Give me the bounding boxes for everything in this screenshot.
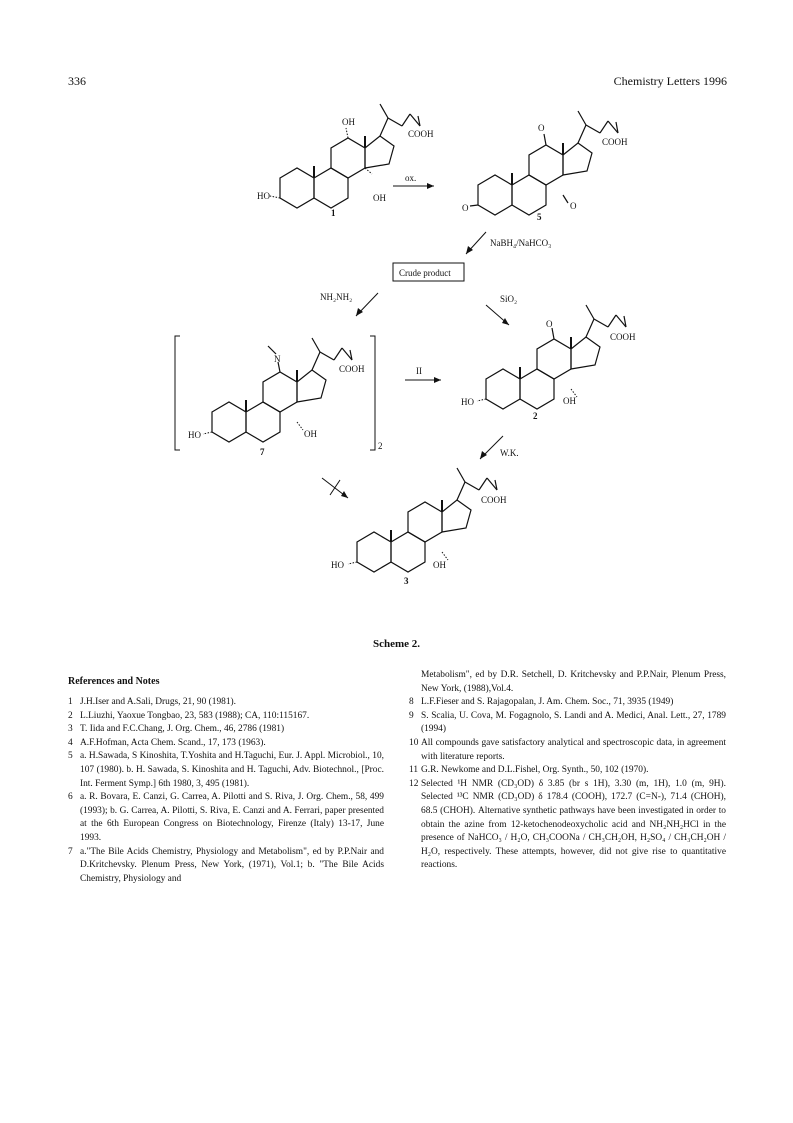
compound-1-structure [257, 104, 434, 218]
compound-7-label: 7 [260, 447, 265, 457]
reference-item [409, 710, 726, 737]
references-right-column [409, 669, 726, 873]
reference-item [68, 737, 384, 751]
reduction-reagent: NaBH₄/NaHCO₃ [490, 238, 552, 248]
c7-cooh-label: COOH [339, 364, 365, 374]
reference-text: a."The Bile Acids Chemistry, Physiology and Metabolism", ed by P.P.Nair and D.Kritchevsky. Plenum Press, New York, (1971), Vol.1; b. "The Bile Acids Chemistry, Physiology and [80, 846, 384, 884]
hydrazine-reagent: NH₂NH₂ [320, 292, 353, 302]
references-left-column [68, 696, 384, 886]
compound-2-structure [461, 305, 636, 421]
reference-text: L.Liuzhi, Yaoxue Tongbao, 23, 583 (1988); CA, 110:115167. [80, 710, 310, 721]
reference-text: All compounds gave satisfactory analytical and spectroscopic data, in agreement with literature reports. [421, 737, 726, 762]
wolff-kishner-arrow [480, 436, 519, 459]
ox-reagent: ox. [405, 173, 417, 183]
reference-number: 10 [409, 737, 419, 748]
reference-item [68, 846, 384, 887]
reference-item [68, 696, 384, 710]
reference-number: 2 [68, 710, 73, 721]
reference-text: G.R. Newkome and D.L.Fishel, Org. Synth., 50, 102 (1970). [421, 765, 649, 776]
reference-number: 4 [68, 737, 73, 748]
c7-ho-label: HO [188, 430, 201, 440]
c3-ho-label: HO [331, 560, 344, 570]
step-ii-arrow [405, 366, 441, 383]
reference-number: 3 [68, 724, 73, 735]
c1-cooh-label: COOH [408, 129, 434, 139]
reduction-arrow [466, 232, 551, 254]
compound-3-label: 3 [404, 576, 409, 586]
reference-item [409, 737, 726, 764]
c7-oh-label: OH [304, 429, 317, 439]
reference-number: 5 [68, 751, 73, 762]
reference-text: T. Iida and F.C.Chang, J. Org. Chem., 46, 2786 (1981) [80, 724, 285, 735]
reference-number: 7 [68, 846, 73, 857]
reference-text: a. H.Sawada, S Kinoshita, T.Yoshita and H.Taguchi, Eur. J. Appl. Microbiol., 10, 107 (1980). b. H. Sawada, S. Kinoshita and H. Taguchi, Adv. Biotechnol., [Proc. Int. Ferment Symp.] 6th 1980, 3, 495 (1981). [80, 751, 384, 789]
reference-number: 8 [409, 697, 414, 708]
c3-cooh-label: COOH [481, 495, 507, 505]
reference-number: 12 [409, 778, 419, 789]
compound-5-structure [462, 111, 628, 222]
reference-item [409, 696, 726, 710]
crude-product-label: Crude product [399, 268, 451, 278]
journal-running-head: Chemistry Letters 1996 [613, 74, 727, 88]
wolff-kishner-reagent: W.K. [500, 448, 519, 458]
c3-oh-label: OH [433, 560, 446, 570]
reference-text: Selected ¹H NMR (CD₃OD) δ 3.85 (br s 1H), 3.30 (m, 1H), 1.0 (m, 9H). Selected ¹³C NMR (CD₃OD) δ 178.4 (COOH), 172.7 (C=N-), 71.4 (CHOH), 68.5 (CHOH). Alternative synthetic pathways have been investigated in order to obtain the azine from 12-ketochenodeoxycholic acid and NH₂NH₂HCl in the presence of NaHCO₃ / H₂O, CH₃COONa / CH₃CH₂OH, H₂SO₄ / CH₃CH₂OH / H₂O, respectively. These attempts, however, did not give rise to quantitative reactions. [421, 778, 726, 871]
reference-item [68, 750, 384, 791]
compound-7-structure [175, 336, 383, 457]
c5-o7-label: O [570, 201, 577, 211]
silica-arrow [486, 294, 517, 325]
references-heading: References and Notes [68, 676, 160, 687]
c1-ho-label: HO [257, 191, 270, 201]
step-ii-label: II [416, 366, 422, 376]
reference-text: a. R. Bovara, E. Canzi, G. Carrea, A. Pilotti and S. Riva, J. Org. Chem., 58, 499 (1993); b. G. Carrea, A. Pilotti, S. Riva, E. Canzi and A. Ferrari, paper presented at the 6th European Congress on Biotechnology, Firenze (Italy) 13-17, June 1993. [80, 792, 384, 843]
compound-3-structure [331, 468, 507, 586]
reference-item [68, 723, 384, 737]
silica-reagent: SiO₂ [500, 294, 518, 304]
ox-arrow [393, 173, 434, 189]
reference-text: S. Scalia, U. Cova, M. Fogagnolo, S. Landi and A. Medici, Anal. Lett., 27, 1789 (1994) [421, 710, 726, 735]
reference-text: A.F.Hofman, Acta Chem. Scand., 17, 173 (1963). [80, 737, 266, 748]
c5-cooh-label: COOH [602, 137, 628, 147]
reference-number: 9 [409, 710, 414, 721]
reference-continuation: Metabolism", ed by D.R. Setchell, D. Kritchevsky and P.P.Nair, Plenum Press, New York, (1988),Vol.4. [421, 670, 726, 694]
c2-cooh-label: COOH [610, 332, 636, 342]
reference-item [409, 778, 726, 873]
c5-o3-label: O [462, 203, 469, 213]
reference-text: L.F.Fieser and S. Rajagopalan, J. Am. Chem. Soc., 71, 3935 (1949) [421, 697, 674, 708]
compound-2-label: 2 [533, 411, 538, 421]
blocked-arrow [322, 478, 348, 498]
reference-item [68, 791, 384, 845]
reference-item [409, 764, 726, 778]
reference-text: J.H.Iser and A.Sali, Drugs, 21, 90 (1981). [80, 697, 236, 707]
crude-product-box [393, 263, 464, 281]
compound-1-label: 1 [331, 208, 336, 218]
compound-5-label: 5 [537, 212, 542, 222]
scheme-caption: Scheme 2. [372, 638, 421, 650]
reference-number: 11 [409, 765, 419, 776]
reference-number: 6 [68, 792, 73, 803]
dimer-subscript: 2 [378, 441, 383, 451]
c1-oh-label: OH [373, 193, 386, 203]
c2-ho-label: HO [461, 397, 474, 407]
page-number: 336 [68, 74, 86, 88]
c2-o12-label: O [546, 319, 553, 329]
c2-oh-label: OH [563, 396, 576, 406]
reference-item [68, 710, 384, 724]
c1-oh12-label: OH [342, 117, 355, 127]
c5-o12-label: O [538, 123, 545, 133]
hydrazine-arrow [320, 292, 378, 316]
reference-number: 1 [68, 697, 73, 707]
c7-n-label: N [274, 354, 281, 364]
